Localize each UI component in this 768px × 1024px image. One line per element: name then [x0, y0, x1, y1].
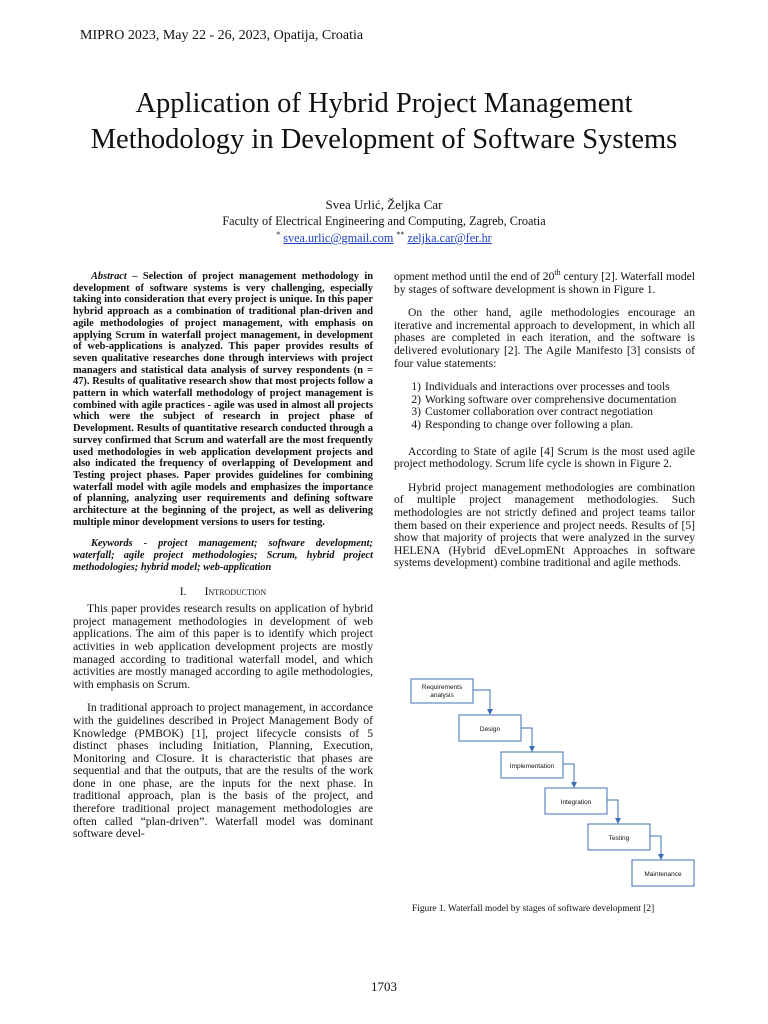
intro-paragraph-1: This paper provides research results on application of hybrid project management methodologies in development of web applications. The aim of this paper is to identify which project activities in web application development projects are mostly managed according to traditional waterfall model, and which activities are mostly managed according to agile methodologies, with emphasis on Scrum. [73, 602, 373, 691]
list-item-text: Responding to change over following a plan. [425, 417, 634, 431]
abstract-label: Abstract [91, 271, 127, 282]
author-emails [0, 230, 768, 246]
title-line-2: Methodology in Development of Software Systems [90, 124, 678, 155]
title-line-1: Application of Hybrid Project Management [135, 88, 633, 119]
abstract [73, 271, 373, 528]
list-item-number: 4) [411, 417, 421, 431]
right-paragraph-continued [394, 268, 695, 296]
section-number: I. [179, 584, 187, 598]
keywords: Keywords - project management; software development; waterfall; agile project methodologies; Scrum, hybrid project methodologies; hybrid model; web-application [73, 538, 373, 573]
list-item-number: 1) [411, 380, 421, 394]
stage-label-requirements-1: Requirements [421, 684, 463, 691]
affiliation: Faculty of Electrical Engineering and Computing, Zagreb, Croatia [222, 214, 546, 228]
conference-header: MIPRO 2023, May 22 - 26, 2023, Opatija, Croatia [80, 28, 364, 43]
list-item-number: 2) [411, 392, 421, 406]
intro-paragraph-2: In traditional approach to project management, in accordance with the guidelines described in Project Management Body of Knowledge (PMBOK) [1], project lifecycle consists of 5 distinct phases including Initiation, Planning, Execution, Monitoring and Closure. It is characteristic that phases are sequential and that the outputs, that are the results of the work done in one phase, are the inputs for the next phase. In traditional approach, plan is the basis of the project, and therefore traditional project management methodologies are often called “plan-driven”. Waterfall model was dominant software devel- [73, 701, 373, 841]
list-item [394, 419, 695, 432]
right-column [394, 268, 695, 581]
stage-label-maintenance: Maintenance [644, 871, 682, 878]
connector-arrow [562, 764, 574, 787]
agile-paragraph: On the other hand, agile methodologies encourage an iterative and incremental approach to development, in which all phases are completed in each iteration, and the software is delivered evolutionary [2]. The Agile Manifesto [3] consists of four value statements: [394, 306, 695, 370]
list-item-number: 3) [411, 405, 421, 419]
list-item-text: Individuals and interactions over processes and tools [425, 380, 670, 394]
stage-label-testing: Testing [608, 835, 630, 842]
stage-label-integration: Integration [560, 799, 592, 806]
continued-text-b: century [2]. Waterfall model by stages of software development is shown in Figure 1. [394, 270, 695, 296]
stage-label-implementation: Implementation [509, 763, 555, 770]
figure-1-waterfall [408, 676, 704, 896]
superscript-th: th [554, 268, 561, 278]
scrum-paragraph: According to State of agile [4] Scrum is the most used agile project methodology. Scrum life cycle is shown in Figure 2. [394, 444, 695, 471]
connector-arrow [606, 800, 618, 823]
email-link-1[interactable]: svea.urlic@gmail.com [283, 231, 394, 246]
stage-box-requirements [411, 679, 473, 703]
stage-label-requirements-2: analysis [430, 692, 454, 699]
email-mark-2: ** [396, 230, 405, 239]
figure-1-caption: Figure 1. Waterfall model by stages of software development [2] [412, 904, 655, 914]
stage-label-design: Design [479, 726, 501, 733]
paper-title [40, 86, 728, 158]
abstract-text: – Selection of project management methodology in development of software systems is very challenging, especially taking into consideration that every project is unique. In this paper hybrid approach as a combination of traditional plan-driven and agile methodologies of project management, with emphasis on applying Scrum in waterfall project management, in development of web-applications is analyzed. This paper provides results of seven qualitative researches done through interviews with project managers and statistical data analysis of survey respondents (n = 47). Results of qualitative research show that most projects follow a pattern in which waterfall methodology of project management is combined with agile practices - agile was used in almost all projects which were the subject of research in project phase of Development. Results of quantitative research conducted through a survey confirmed that Scrum and waterfall are the most frequently used methodologies in web application development projects and also indicated the frequency of overlapping of Development and Testing project phases. Paper provides guidelines for combining waterfall model with agile models and emphasizes the importance of planning, analyzing user requirements and defining software architecture at the beginning of the project, as well as delivering multiple minor development versions to users for testing. [73, 271, 373, 528]
connector-arrow [520, 728, 532, 751]
waterfall-diagram [408, 676, 704, 896]
left-column [73, 271, 373, 852]
authors: Svea Urlić, Željka Car [325, 197, 443, 212]
list-item-text: Customer collaboration over contract negotiation [425, 405, 653, 419]
list-item-text: Working software over comprehensive documentation [425, 392, 677, 406]
continued-text-a: opment method until the end of 20 [394, 270, 555, 283]
connector-arrow [649, 836, 661, 859]
hybrid-paragraph: Hybrid project management methodologies are combination of multiple project management methodologies. Such methodologies are not strictly defined and project teams tailor them based on their experience and project needs. Results of [5] show that majority of projects that were analyzed in the survey HELENA (Hybrid dEveLopmENt Approaches in software systems development) combine traditional and agile methods. [394, 480, 695, 570]
email-mark-1: * [276, 230, 281, 239]
email-link-2[interactable]: zeljka.car@fer.hr [407, 231, 492, 246]
section-title: Introduction [204, 584, 267, 598]
section-heading-introduction [73, 586, 373, 599]
page-number: 1703 [371, 979, 397, 994]
manifesto-list [394, 381, 695, 431]
